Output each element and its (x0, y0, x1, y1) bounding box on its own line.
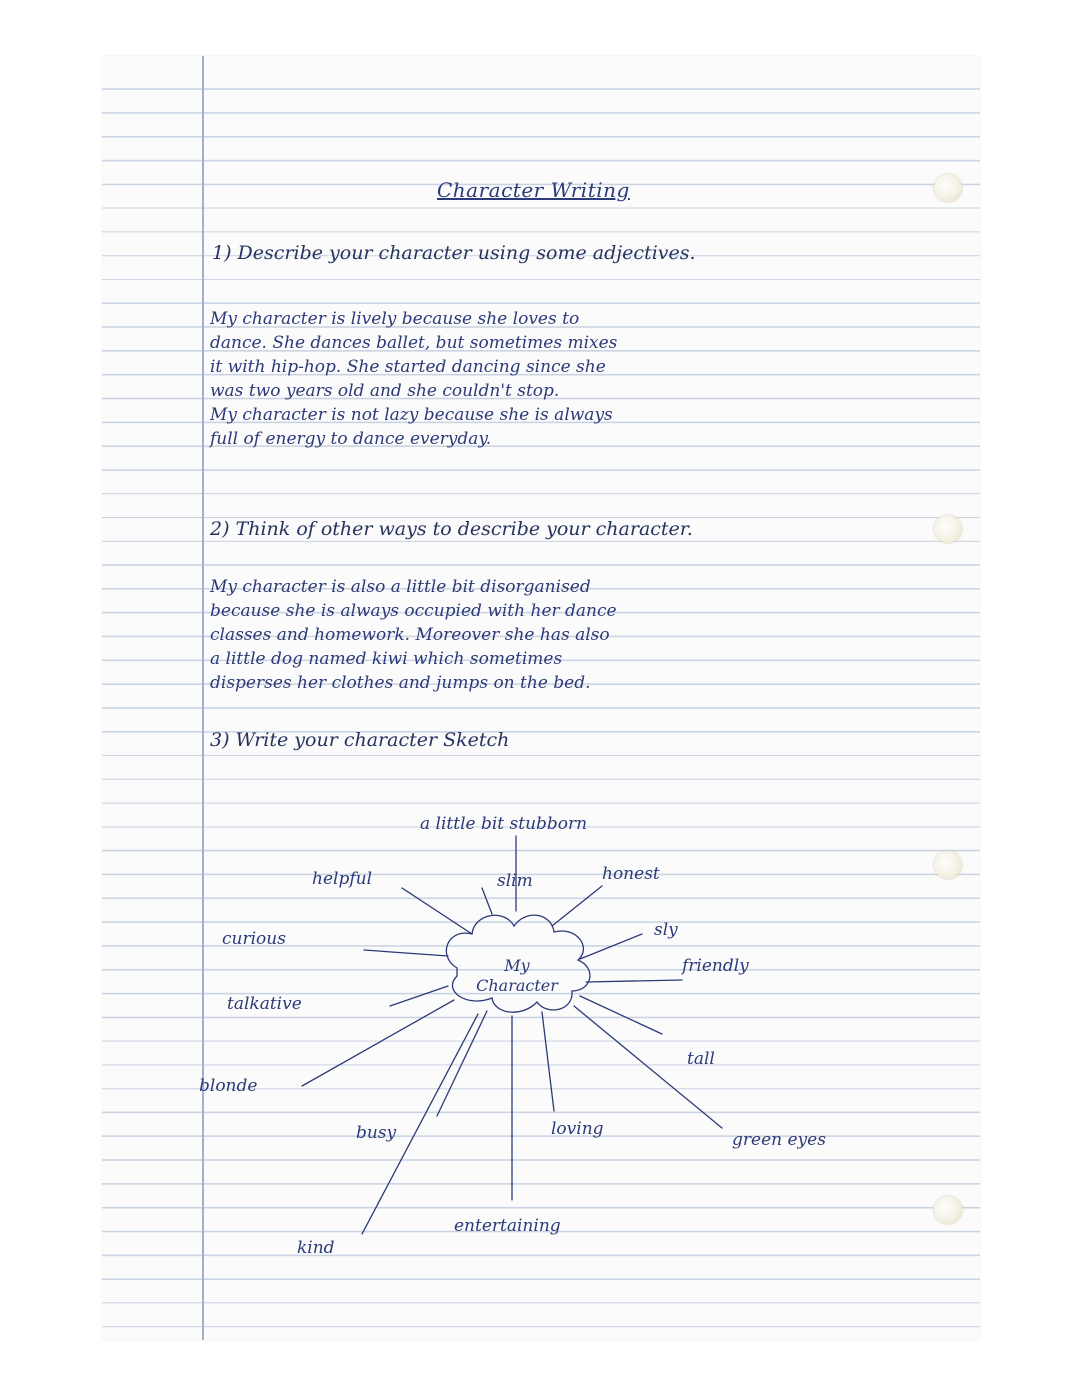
trait-sly: sly (654, 920, 678, 940)
question-2: 2) Think of other ways to describe your character. (210, 518, 693, 540)
connector-friendly (586, 980, 682, 982)
page-title: Character Writing (437, 178, 630, 202)
trait-helpful: helpful (312, 869, 373, 889)
connector-talkative (390, 986, 448, 1006)
notebook-page (102, 56, 980, 1340)
connector-curious (364, 950, 448, 956)
trait-entertaining: entertaining (454, 1216, 561, 1236)
trait-kind: kind (297, 1238, 335, 1258)
connector-loving (542, 1012, 554, 1111)
connector-blonde (302, 1000, 454, 1086)
mind-map (102, 56, 980, 1340)
connector-helpful (402, 888, 472, 934)
trait-busy: busy (356, 1123, 397, 1143)
trait-stubborn: a little bit stubborn (420, 814, 588, 834)
mind-map-center (462, 956, 572, 996)
answer-2-line: disperses her clothes and jumps on the bed. (210, 673, 591, 693)
connector-slim (482, 888, 492, 914)
connector-tall (580, 996, 662, 1034)
answer-2-line: classes and homework. Moreover she has also (210, 625, 610, 645)
trait-talkative: talkative (227, 994, 302, 1014)
answer-1-line: My character is lively because she loves to (210, 309, 580, 329)
answer-1-line: it with hip-hop. She started dancing since she (210, 357, 606, 377)
question-1: 1) Describe your character using some adjectives. (212, 242, 696, 264)
answer-1-line: full of energy to dance everyday. (210, 429, 492, 449)
answer-1-line: dance. She dances ballet, but sometimes mixes (210, 333, 618, 353)
question-3: 3) Write your character Sketch (210, 729, 510, 751)
center-label-line: Character (476, 976, 558, 995)
trait-honest: honest (602, 864, 660, 884)
trait-curious: curious (222, 929, 286, 949)
answer-2-line: a little dog named kiwi which sometimes (210, 649, 563, 669)
trait-green-eyes: green eyes (732, 1130, 826, 1150)
trait-loving: loving (551, 1119, 604, 1139)
center-label-line: My (504, 956, 530, 975)
answer-1-line: was two years old and she couldn't stop. (210, 381, 560, 401)
connector-sly (580, 934, 642, 959)
answer-2-line: because she is always occupied with her dance (210, 601, 617, 621)
trait-tall: tall (687, 1049, 715, 1069)
connector-busy (437, 1011, 487, 1116)
trait-slim: slim (497, 871, 533, 891)
connector-honest (552, 886, 602, 926)
trait-friendly: friendly (682, 956, 749, 976)
trait-blonde: blonde (199, 1076, 258, 1096)
answer-1-line: My character is not lazy because she is always (210, 405, 613, 425)
answer-2-line: My character is also a little bit disorganised (210, 577, 591, 597)
